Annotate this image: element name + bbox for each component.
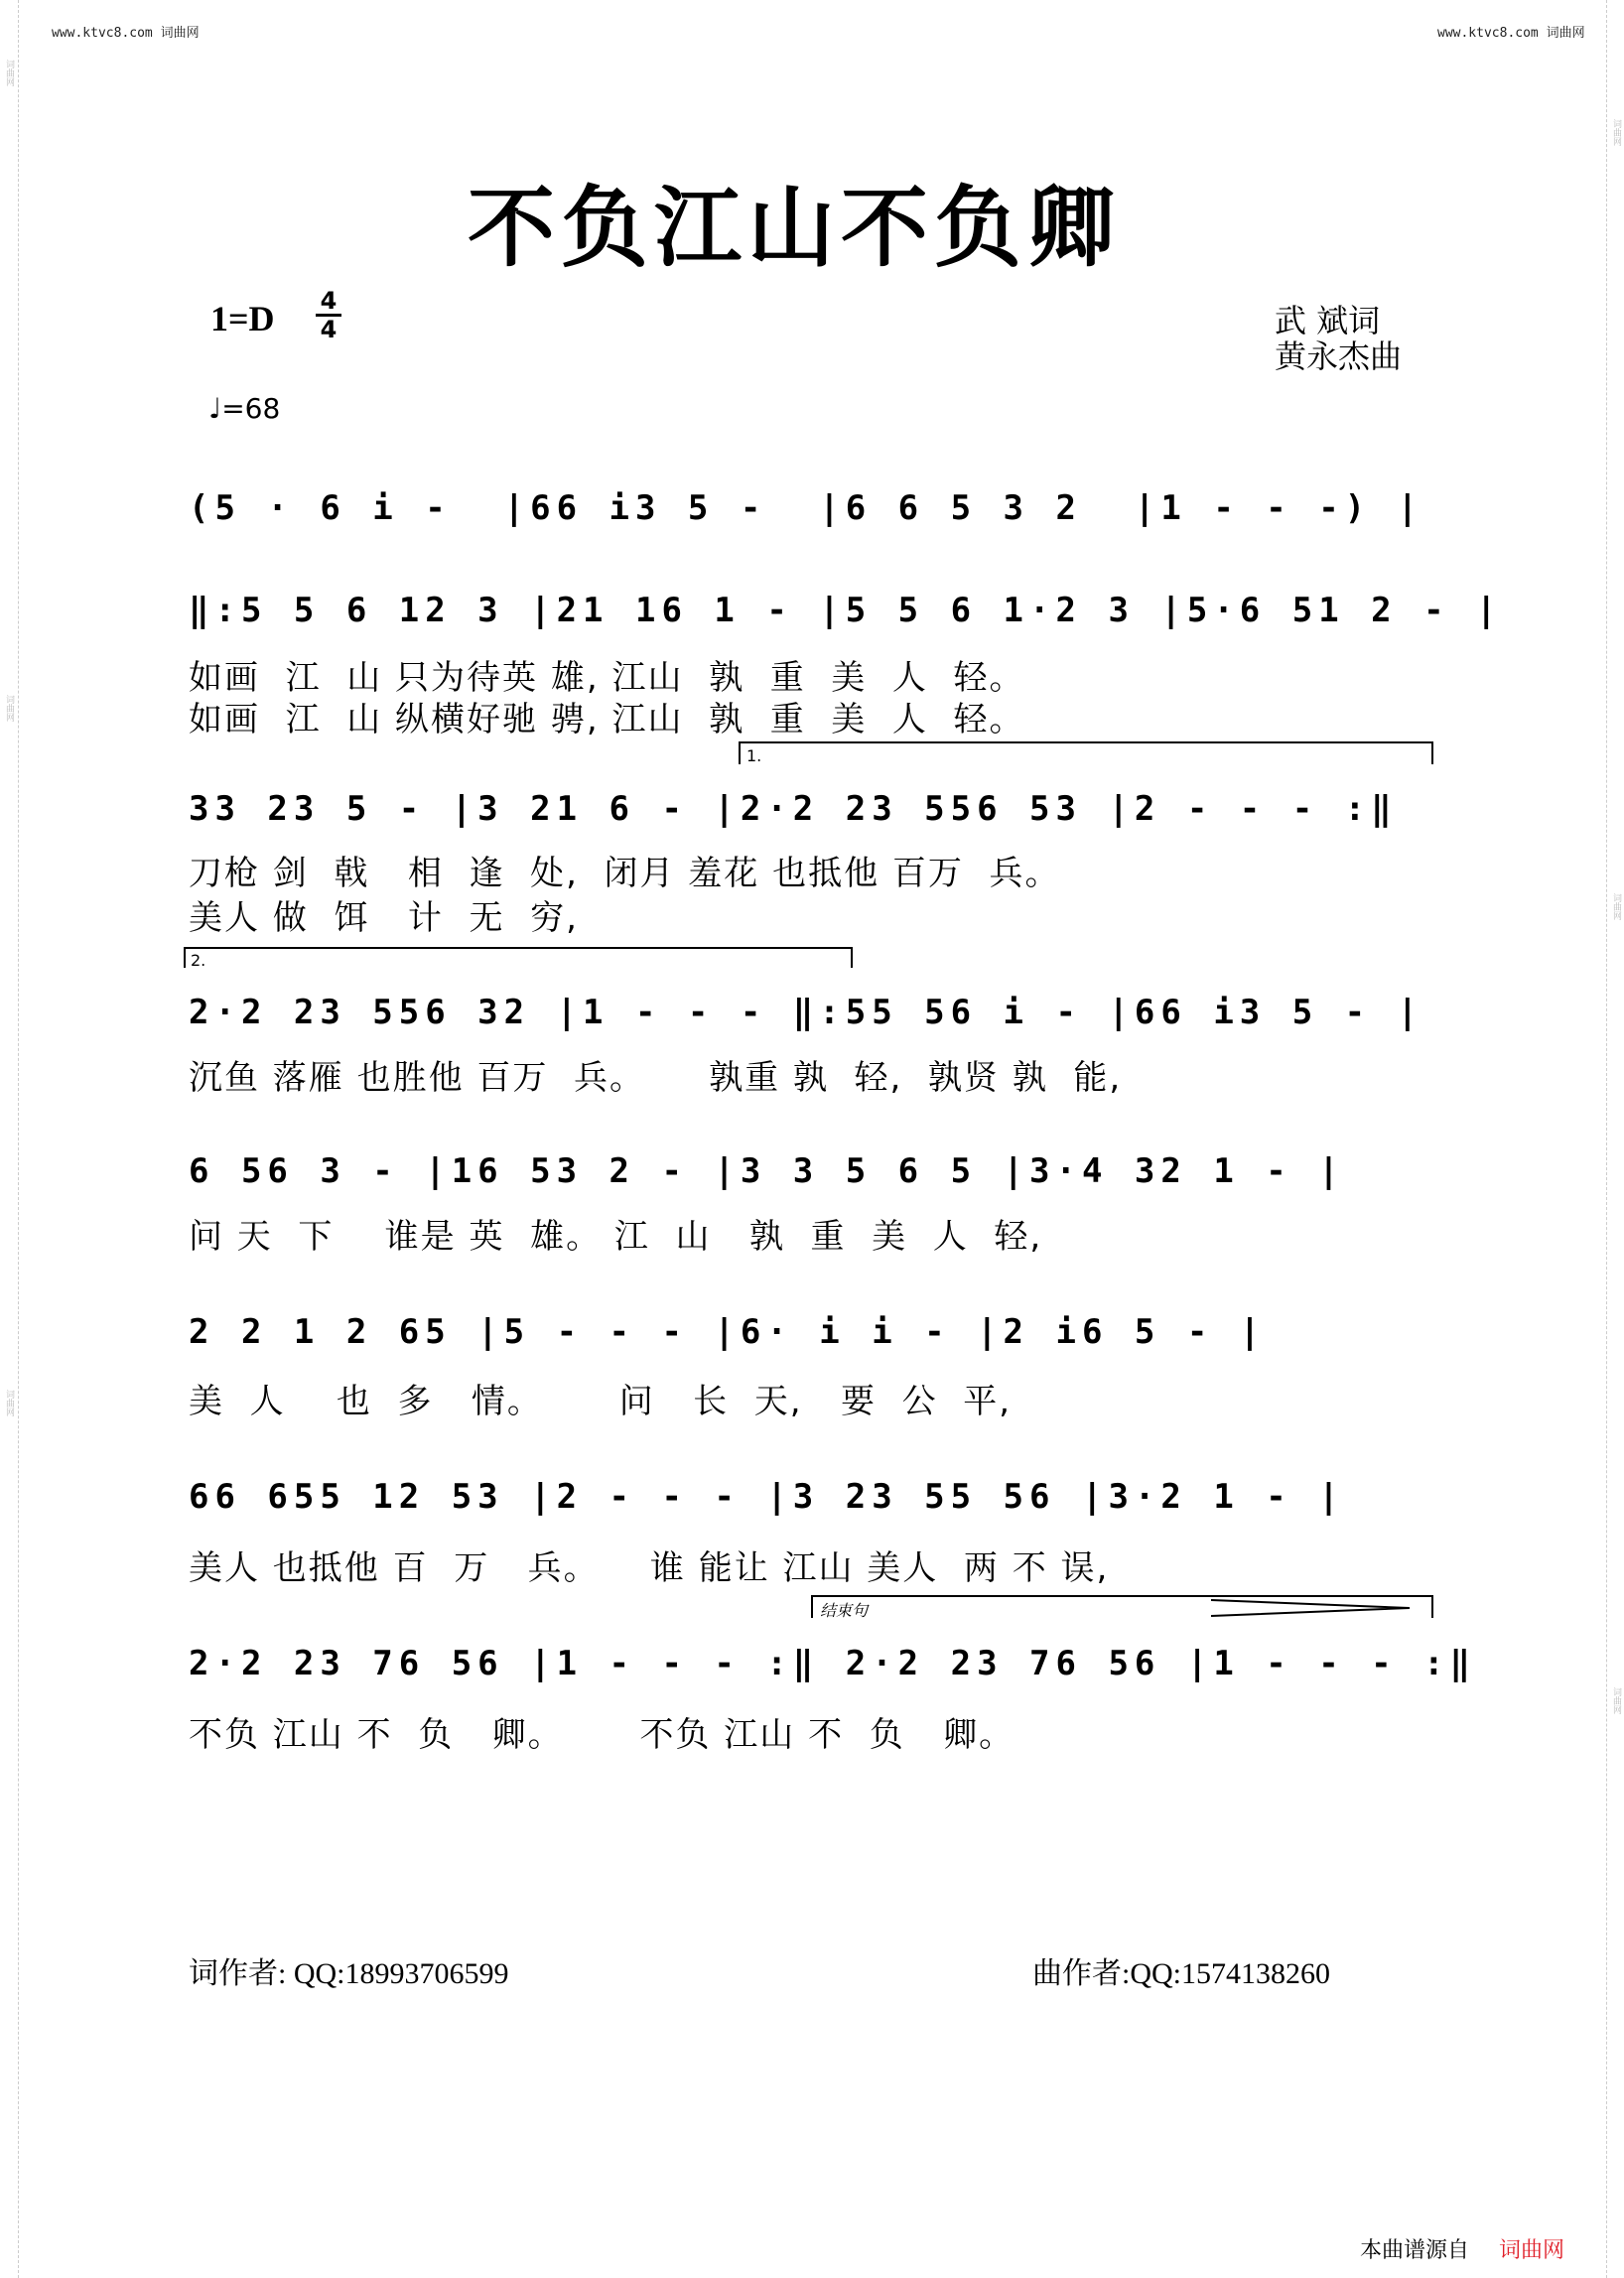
staff-line-3-notes: 33 23 5 - |3 21 6 - |2·2 23 556 53 |2 - - - :‖ (189, 789, 1398, 829)
staff-line-6-lyric-1: 美 人 也 多 情。 问 长 天, 要 公 平, (189, 1382, 1013, 1421)
time-signature-top: 4 (316, 288, 341, 317)
right-watermark-text: 词曲网 (1611, 1687, 1621, 1714)
source-label: 本曲谱源自 (1360, 2238, 1470, 2263)
source-brand-link[interactable]: 词曲网 (1499, 2238, 1565, 2263)
composer-contact: 曲作者:QQ:1574138260 (1032, 1957, 1330, 1990)
left-watermark-text: 词曲网 (4, 60, 14, 86)
staff-line-2-lyric-2: 如画 江 山 纵横好驰 骋, 江山 孰 重 美 人 轻。 (189, 700, 1025, 739)
volta-1-label: 1. (746, 746, 762, 765)
staff-line-5-lyric-1: 问 天 下 谁是 英 雄。 江 山 孰 重 美 人 轻, (189, 1217, 1043, 1257)
song-title: 不负江山不负卿 (467, 177, 1121, 279)
lyricist-contact: 词作者: QQ:18993706599 (189, 1957, 509, 1990)
header-site-right[interactable]: www.ktvc8.com 词曲网 (1437, 26, 1585, 41)
staff-line-7-lyric-1: 美人 也抵他 百 万 兵。 谁 能让 江山 美人 两 不 误, (189, 1548, 1110, 1588)
volta-2-label: 2. (191, 951, 206, 970)
header-site-left[interactable]: www.ktvc8.com 词曲网 (52, 26, 200, 41)
ending-bracket (812, 1596, 1432, 1618)
lyricist-credit: 武 斌词 (1275, 302, 1381, 339)
time-signature-bottom: 4 (320, 316, 338, 343)
right-watermark-text: 词曲网 (1611, 893, 1621, 920)
staff-line-2-lyric-1: 如画 江 山 只为待英 雄, 江山 孰 重 美 人 轻。 (189, 658, 1025, 698)
composer-credit: 黄永杰曲 (1275, 337, 1403, 375)
ending-label: 结束句 (820, 1601, 869, 1620)
staff-line-1-notes: (5 · 6 i - |66 i3 5 - |6 6 5 3 2 |1 - - -) | (189, 488, 1424, 528)
left-watermark-text: 词曲网 (4, 1390, 14, 1416)
staff-line-3-lyric-1: 刀枪 剑 戟 相 逢 处, 闭月 羞花 也抵他 百万 兵。 (189, 854, 1061, 893)
key-signature: 1=D (210, 299, 275, 338)
staff-line-7-notes: 66 655 12 53 |2 - - - |3 23 55 56 |3·2 1 - | (189, 1477, 1345, 1517)
staff-line-4-lyric-1: 沉鱼 落雁 也胜他 百万 兵。 孰重 孰 轻, 孰贤 孰 能, (189, 1058, 1123, 1098)
staff-line-2-notes: ‖:5 5 6 12 3 |21 16 1 - |5 5 6 1·2 3 |5·6 51 2 - | (189, 591, 1503, 630)
staff-line-3-lyric-2: 美人 做 饵 计 无 穷, (189, 898, 579, 938)
volta-2-bracket (185, 948, 852, 968)
staff-line-5-notes: 6 56 3 - |16 53 2 - |3 3 5 6 5 |3·4 32 1 - | (189, 1151, 1345, 1191)
staff-line-4-notes: 2·2 23 556 32 |1 - - - ‖:55 56 i - |66 i3 5 - | (189, 993, 1424, 1032)
staff-line-6-notes: 2 2 1 2 65 |5 - - - |6· i i - |2 i6 5 - | (189, 1312, 1267, 1352)
tempo-marking: ♩=68 (208, 392, 281, 425)
decrescendo-mark (1211, 1600, 1410, 1616)
volta-1-bracket (740, 742, 1432, 764)
staff-line-8-lyric-1: 不负 江山 不 负 卿。 不负 江山 不 负 卿。 (189, 1715, 1015, 1755)
staff-line-8-notes: 2·2 23 76 56 |1 - - - :‖ 2·2 23 76 56 |1 - - - :‖ (189, 1644, 1477, 1683)
left-watermark-text: 词曲网 (4, 695, 14, 722)
right-watermark-text: 词曲网 (1611, 119, 1621, 146)
